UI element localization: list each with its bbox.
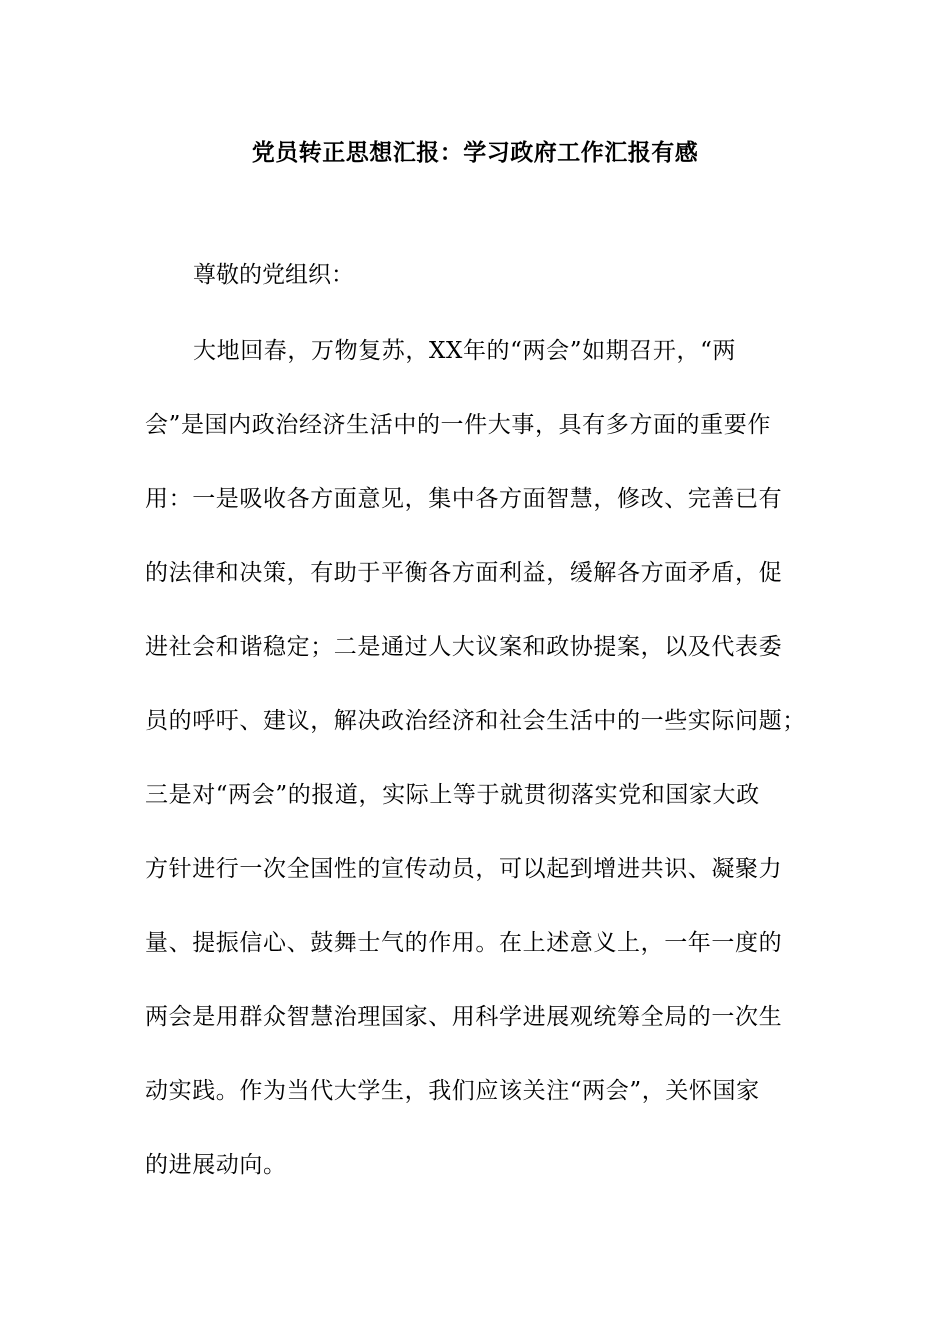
body-paragraph: [145, 334, 825, 1222]
paragraph-line: 动实践。作为当代大学生，我们应该关注“两会”，关怀国家: [145, 1078, 760, 1104]
paragraph-line: 进社会和谐稳定；二是通过人大议案和政协提案，以及代表委: [145, 634, 783, 660]
paragraph-line: 员的呼吁、建议，解决政治经济和社会生活中的一些实际问题；: [145, 708, 806, 734]
salutation: 尊敬的党组织：: [193, 262, 354, 288]
paragraph-line: 大地回春，万物复苏，XX年的“两会”如期召开，“两: [193, 338, 737, 364]
paragraph-line: 方针进行一次全国性的宣传动员，可以起到增进共识、凝聚力: [145, 856, 783, 882]
paragraph-line: 的进展动向。: [145, 1152, 287, 1178]
paragraph-line: 两会是用群众智慧治理国家、用科学进展观统筹全局的一次生: [145, 1004, 783, 1030]
paragraph-line: 会”是国内政治经济生活中的一件大事，具有多方面的重要作: [145, 412, 771, 438]
paragraph-line: 的法律和决策，有助于平衡各方面利益，缓解各方面矛盾，促: [145, 560, 783, 586]
paragraph-line: 用：一是吸收各方面意见，集中各方面智慧，修改、完善已有: [145, 486, 783, 512]
paragraph-line: 量、提振信心、鼓舞士气的作用。在上述意义上，一年一度的: [145, 930, 783, 956]
document-title: 党员转正思想汇报：学习政府工作汇报有感: [251, 139, 699, 166]
paragraph-line: 三是对“两会”的报道，实际上等于就贯彻落实党和国家大政: [145, 782, 760, 808]
